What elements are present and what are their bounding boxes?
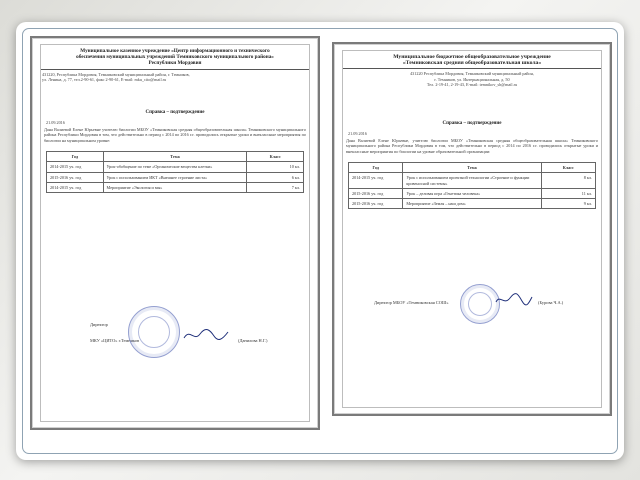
table-cell: 8 кл. <box>541 173 595 188</box>
round-stamp <box>128 306 180 358</box>
table-cell: Урок с использованием ИКТ «Внешнее строение листа» <box>103 172 247 182</box>
table-header-cell: Тема <box>103 152 247 162</box>
table-cell: Урок-обобщение по теме «Органические вещества клетки» <box>103 162 247 172</box>
table-cell: 7 кл. <box>247 182 304 192</box>
left-address-line: 431220, Республика Мордовия, Темниковский муниципальный район, г. Темников, <box>42 71 190 77</box>
table-cell: 6 кл. <box>247 172 304 182</box>
left-signature-org: МКУ «ЦИТО» г.Темников <box>90 338 140 343</box>
table-cell: 2014-2015 уч. год <box>47 182 104 192</box>
table-header-cell: Класс <box>541 163 595 173</box>
table-header-cell: Тема <box>403 163 541 173</box>
table-cell: Мероприятие «Земля – наш дом» <box>403 199 541 209</box>
right-address-line: г. Темников, ул. Интернациональная, д. 50 <box>434 76 510 82</box>
right-address-line: Тел. 2-19-41, 2-19-43, E-mail: temnikov_sh@mail.ru <box>426 81 518 87</box>
right-doc-title: Справка – подтверждение <box>442 121 502 127</box>
handwritten-signature <box>494 292 534 308</box>
right-certificate-scan <box>332 42 612 416</box>
table-cell: Урок с использованием проектной технологии «Строение и функции кровеносной системы» <box>403 173 541 188</box>
left-certificate-scan <box>30 36 320 430</box>
left-signature-role: Директор <box>90 322 108 327</box>
table-header-cell: Год <box>349 163 403 173</box>
left-signature-name: (Данилова Н.Г.) <box>238 338 268 343</box>
left-header-line: обеспечения муниципальных учреждений Темниковского муниципального района» <box>76 54 274 61</box>
table-cell: 2014-2015 уч. год <box>47 162 104 172</box>
right-signature-line: Директор МБОУ «Темниковская СОШ» <box>374 300 449 305</box>
table-header-cell: Класс <box>247 152 304 162</box>
left-header-line: Муниципальное казенное учреждение «Центр информационного и технического <box>80 48 270 54</box>
table-cell: Мероприятие «Экология и мы» <box>103 182 247 192</box>
table-cell: 2015-2016 уч. год <box>349 188 403 198</box>
right-address-line: 431220 Республика Мордовия, Темниковский муниципальный район, <box>410 71 534 77</box>
left-header-line: Республики Мордовия <box>148 60 202 67</box>
table-cell: 2015-2016 уч. год <box>349 199 403 209</box>
table-header-cell: Год <box>47 152 104 162</box>
left-doc-title: Справка – подтверждение <box>145 110 205 116</box>
right-header-line: «Темниковская средняя общеобразовательная школа» <box>402 60 542 67</box>
left-doc-body: Дана Валиевой Елене Юрьевне учителю биологии МБОУ «Темниковская средняя общеобразовательная школа» Темниковского муниципального района Республики Мордовия в том, что действительно в период с 2014 по 2016 г.г. проводились открытые уроки и внеклассные мероприятия по биологии на муниципальном уровне: <box>44 127 306 143</box>
table-cell: Урок – деловая игра «Генетика человека» <box>403 188 541 198</box>
left-doc-border <box>40 44 310 422</box>
right-signature-name: (Бурова Ч.А.) <box>538 300 564 305</box>
handwritten-signature <box>182 326 230 344</box>
right-doc-date: 21.09.2016 <box>348 131 367 137</box>
right-header-line: Муниципальное бюджетное общеобразовательное учреждение <box>393 54 551 60</box>
table-cell: 2015-2016 уч. год <box>47 172 104 182</box>
table-cell: 11 кл. <box>541 188 595 198</box>
table-cell: 9 кл. <box>541 199 595 209</box>
left-doc-date: 21.09.2016 <box>46 120 65 126</box>
table-cell: 10 кл. <box>247 162 304 172</box>
right-doc-border <box>342 50 602 408</box>
right-doc-body: Дана Валиевой Елене Юрьевне, учителю биологии МБОУ «Темниковская средняя общеобразовательная школа» Темниковского муниципального района Республики Мордовия в том, что действительно в период с 2014 по 2016 г.г. проводились открытые уроки и внеклассные мероприятия по биологии на уровне образовательной организации: <box>346 138 598 154</box>
left-address-line: ул. Ленина, д. 77, тел.2-90-61, факс 2-90-61, E-mail: mku_cito@mail.ru <box>42 76 167 82</box>
table-cell: 2014-2015 уч. год <box>349 173 403 188</box>
